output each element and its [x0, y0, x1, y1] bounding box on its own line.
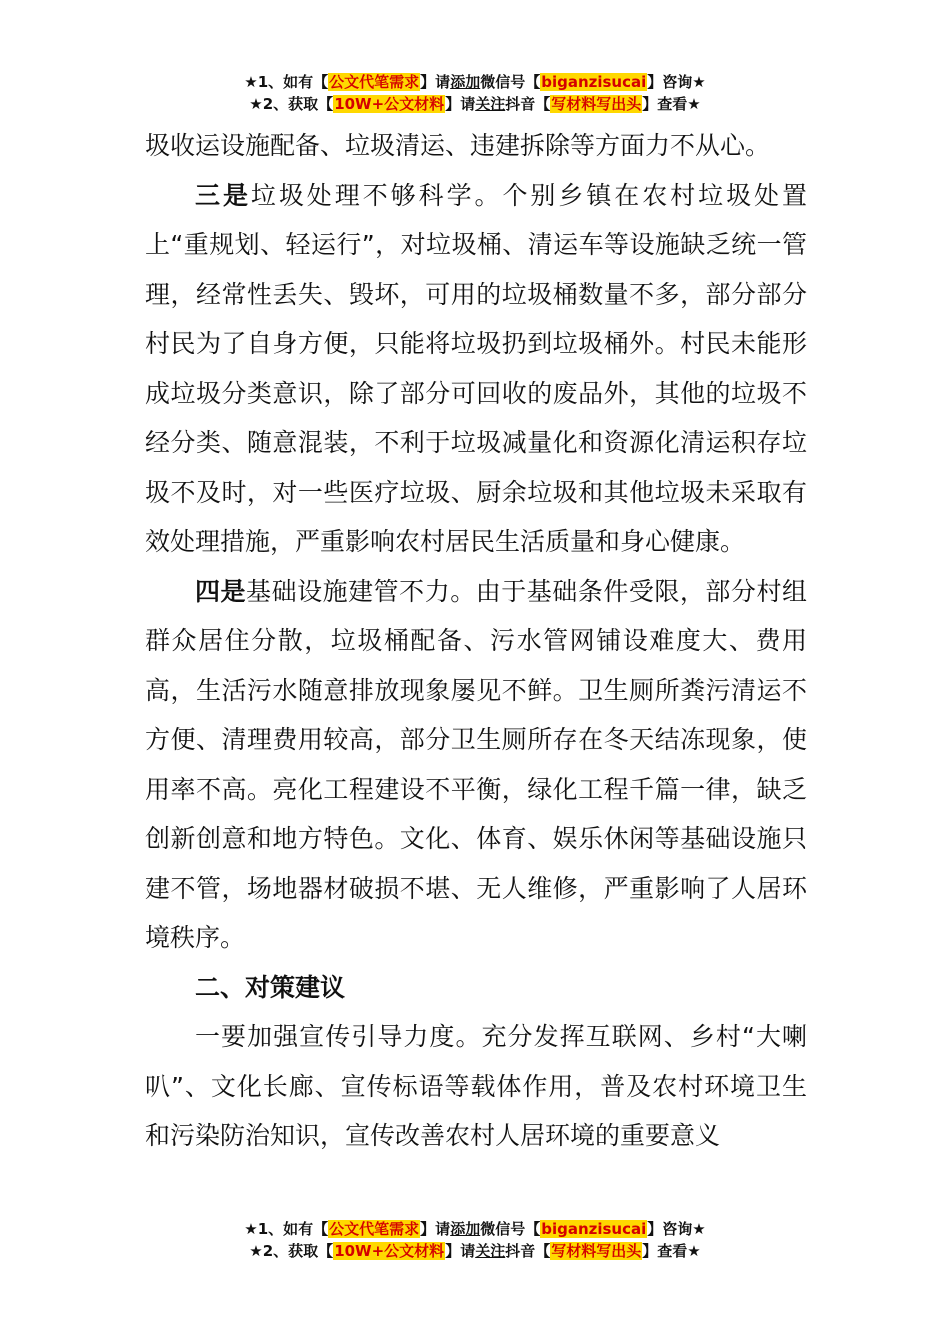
banner-line-2: ★2、获取【10W+公文材料】请关注抖音【写材料写出头】查看★ — [249, 1242, 701, 1260]
banner-highlight: 10W+公文材料 — [334, 1242, 445, 1260]
banner-highlight: biganzisucai — [541, 1220, 647, 1238]
paragraph-lead: 三是 — [195, 180, 251, 210]
paragraph-garbage-processing: 三是垃圾处理不够科学。个别乡镇在农村垃圾处置上“重规划、轻运行”，对垃圾桶、清运车等设施缺乏统一管理，经常性丢失、毁坏，可用的垃圾桶数量不多，部分部分村民为了自身方便，只能将垃圾扔到垃圾桶外。村民未能形成垃圾分类意识，除了部分可回收的废品外，其他的垃圾不经分类、随意混装，不利于垃圾减量化和资源化清运积存垃圾不及时，对一些医疗垃圾、厨余垃圾和其他垃圾未采取有效处理措施，严重影响农村居民生活质量和身心健康。 — [145, 180, 807, 556]
top-banner — [0, 71, 950, 115]
banner-highlight: 公文代笔需求 — [329, 1220, 420, 1238]
paragraph-publicity: 一要加强宣传引导力度。充分发挥互联网、乡村“大喇叭”、文化长廊、宣传标语等载体作用，普及农村环境卫生和污染防治知识，宣传改善农村人居环境的重要意义 — [145, 1022, 807, 1150]
banner-highlight: 写材料写出头 — [551, 1242, 642, 1260]
paragraph-lead: 四是 — [195, 576, 247, 606]
banner-highlight: biganzisucai — [541, 73, 647, 91]
banner-highlight: 公文代笔需求 — [329, 73, 420, 91]
banner-highlight: 10W+公文材料 — [334, 95, 445, 113]
section-heading: 二、对策建议 — [195, 972, 346, 1002]
paragraph-continuation: 圾收运设施配备、垃圾清运、违建拆除等方面力不从心。 — [145, 131, 771, 160]
bottom-banner — [0, 1218, 950, 1262]
banner-line-1: ★1、如有【公文代笔需求】请添加微信号【biganzisucai】咨询★ — [244, 1220, 706, 1238]
banner-highlight: 写材料写出头 — [551, 95, 642, 113]
banner-line-1: ★1、如有【公文代笔需求】请添加微信号【biganzisucai】咨询★ — [244, 73, 706, 91]
banner-line-2: ★2、获取【10W+公文材料】请关注抖音【写材料写出头】查看★ — [249, 95, 701, 113]
paragraph-infrastructure: 四是基础设施建管不力。由于基础条件受限，部分村组群众居住分散，垃圾桶配备、污水管网铺设难度大、费用高，生活污水随意排放现象屡见不鲜。卫生厕所粪污清运不方便、清理费用较高，部分卫生厕所存在冬天结冻现象，使用率不高。亮化工程建设不平衡，绿化工程千篇一律，缺乏创新创意和地方特色。文化、体育、娱乐休闲等基础设施只建不管，场地器材破损不堪、无人维修，严重影响了人居环境秩序。 — [145, 576, 807, 952]
document-body — [145, 121, 807, 1161]
